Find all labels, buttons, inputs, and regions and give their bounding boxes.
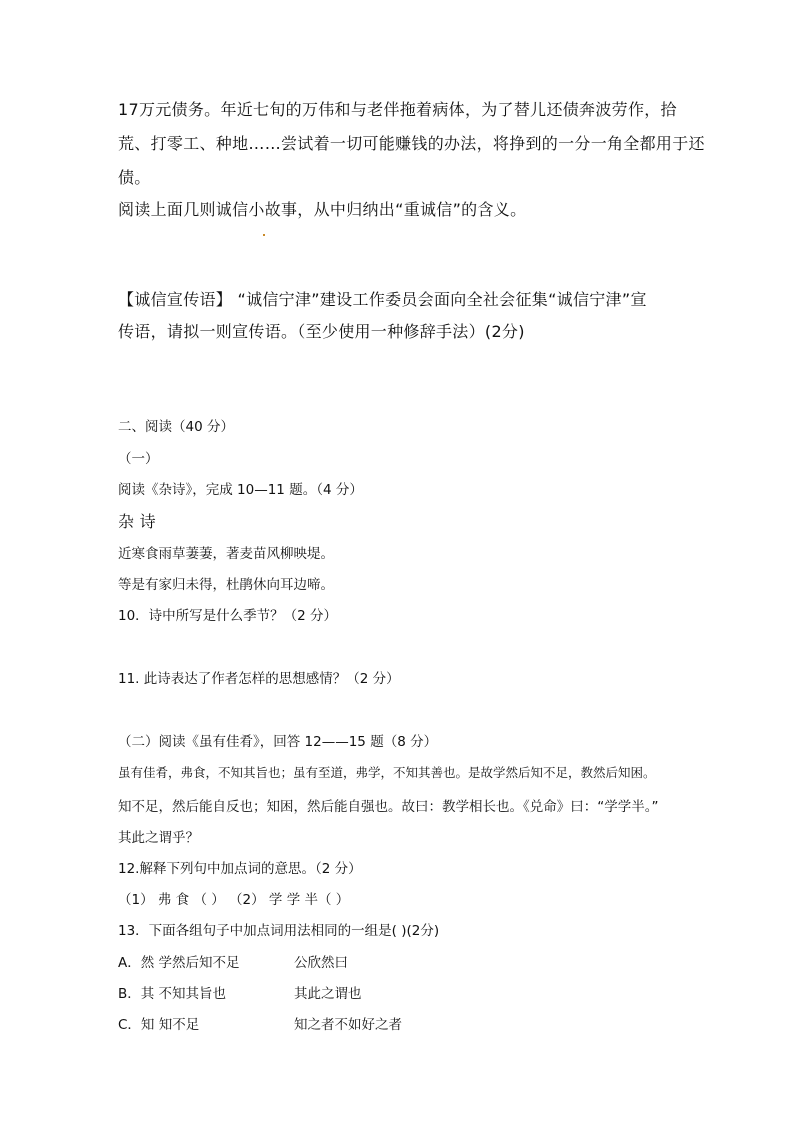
question-12-items: （1） 弗 食 （ ） （2） 学 学 半（ ） [118,892,350,908]
classical-text-line-2: 知不足，然后能自反也；知困，然后能自强也。故曰：教学相长也。《兑命》曰：“学学半。” [118,799,659,815]
option-b-right: 其此之谓也 [294,986,362,1002]
option-a-left: A．然 学然后知不足 [118,955,240,971]
part-one-label: （一） [118,451,159,467]
option-c-left: C．知 知不足 [118,1017,200,1033]
poem-line-1: 近寒食雨草萋萋，著麦苗风柳映堤。 [118,546,334,562]
question-10: 10．诗中所写是什么季节？（2 分） [118,608,338,624]
stray-mark [263,234,265,236]
question-13: 13．下面各组句子中加点词用法相同的一组是( )(2分) [118,923,440,939]
slogan-line-2: 传语，请拟一则宣传语。（至少使用一种修辞手法）(2分) [118,322,525,341]
option-a [118,951,348,971]
story-line-1: 17万元债务。年近七旬的万伟和与老伴拖着病体，为了替儿还债奔波劳作，拾 [118,100,677,119]
classical-text-line-3: 其此之谓乎？ [118,830,199,846]
poem-title: 杂 诗 [118,512,156,531]
part-two-instruction: （二）阅读《虽有佳肴》，回答 12——15 题（8 分） [118,734,438,750]
story-question: 阅读上面几则诚信小故事，从中归纳出“重诚信”的含义。 [118,200,527,219]
part-one-instruction: 阅读《杂诗》，完成 10—11 题。（4 分） [118,482,363,498]
question-12: 12.解释下列句中加点词的意思。（2 分） [118,861,362,877]
story-line-2: 荒、打零工、种地……尝试着一切可能赚钱的办法，将挣到的一分一角全都用于还 [118,134,705,153]
poem-line-2: 等是有家归未得，杜鹃休向耳边啼。 [118,577,334,593]
option-c-right: 知之者不如好之者 [294,1017,402,1033]
question-11: 11. 此诗表达了作者怎样的思想感情？（2 分） [118,671,400,687]
section-heading: 二、阅读（40 分） [118,419,234,435]
option-a-right: 公欣然曰 [294,955,348,971]
story-line-3: 债。 [118,168,151,187]
classical-text-line-1: 虽有佳肴，弗食，不知其旨也；虽有至道，弗学，不知其善也。是故学然后知不足，教然后知困。 [118,765,656,780]
option-b [118,982,362,1002]
option-c [118,1013,402,1033]
option-b-left: B．其 不知其旨也 [118,986,227,1002]
slogan-line-1: 【诚信宣传语】 “诚信宁津”建设工作委员会面向全社会征集“诚信宁津”宣 [118,290,647,309]
